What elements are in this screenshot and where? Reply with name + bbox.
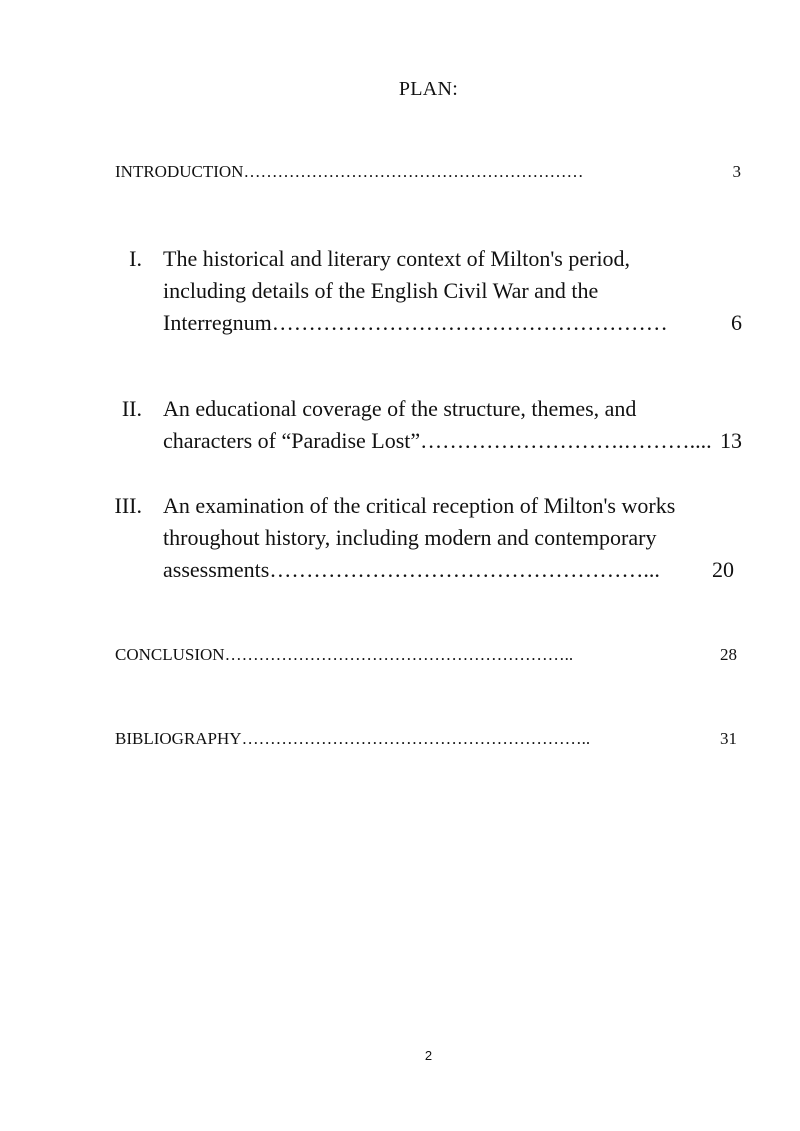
toc-leader-dots: ……………………….………....: [420, 428, 712, 453]
toc-section-1: [100, 243, 742, 339]
toc-leader-dots: ……………………………………………...: [269, 557, 660, 582]
section-numeral: II.: [121, 396, 142, 421]
toc-page-number: 3: [732, 162, 741, 181]
section-last-line: [163, 425, 742, 457]
section-text-line: including details of the English Civil War and the: [163, 278, 599, 303]
toc-entry-bibliography: [115, 729, 737, 749]
section-text-line: An examination of the critical reception of Milton's works: [163, 493, 676, 518]
toc-leader-dots: ……………………………………………………..: [241, 729, 591, 748]
toc-section-2: [100, 393, 742, 457]
section-last-line: [163, 554, 734, 586]
toc-page-number: 31: [720, 729, 737, 748]
page-title: PLAN:: [398, 78, 459, 100]
section-last-line: [163, 307, 742, 339]
section-text: assessments: [163, 557, 270, 582]
toc-leader-dots: ………………………………………………: [271, 310, 668, 335]
toc-entry-label: BIBLIOGRAPHY: [115, 729, 242, 748]
toc-page-number: 20: [712, 557, 734, 582]
toc-section-3: [100, 490, 742, 586]
footer-page-number: 2: [424, 1048, 433, 1063]
toc-entry-label: INTRODUCTION: [115, 162, 244, 181]
toc-page-number: 6: [731, 310, 742, 335]
toc-leader-dots: ……………………………………………………: [243, 162, 584, 181]
section-text-line: An educational coverage of the structure, themes, and: [163, 396, 637, 421]
section-numeral: I.: [129, 246, 142, 271]
section-text-line: The historical and literary context of Milton's period,: [163, 246, 631, 271]
toc-page-number: 28: [720, 645, 737, 664]
toc-entry-introduction: [115, 162, 741, 182]
toc-entry-conclusion: [115, 645, 737, 665]
section-text: characters of “Paradise Lost”: [163, 428, 421, 453]
section-numeral: III.: [114, 493, 142, 518]
toc-leader-dots: ……………………………………………………..: [224, 645, 574, 664]
toc-entry-label: CONCLUSION: [115, 645, 225, 664]
section-text: Interregnum: [163, 310, 272, 335]
toc-page-number: 13: [720, 428, 742, 453]
section-text-line: throughout history, including modern and contemporary: [163, 525, 657, 550]
